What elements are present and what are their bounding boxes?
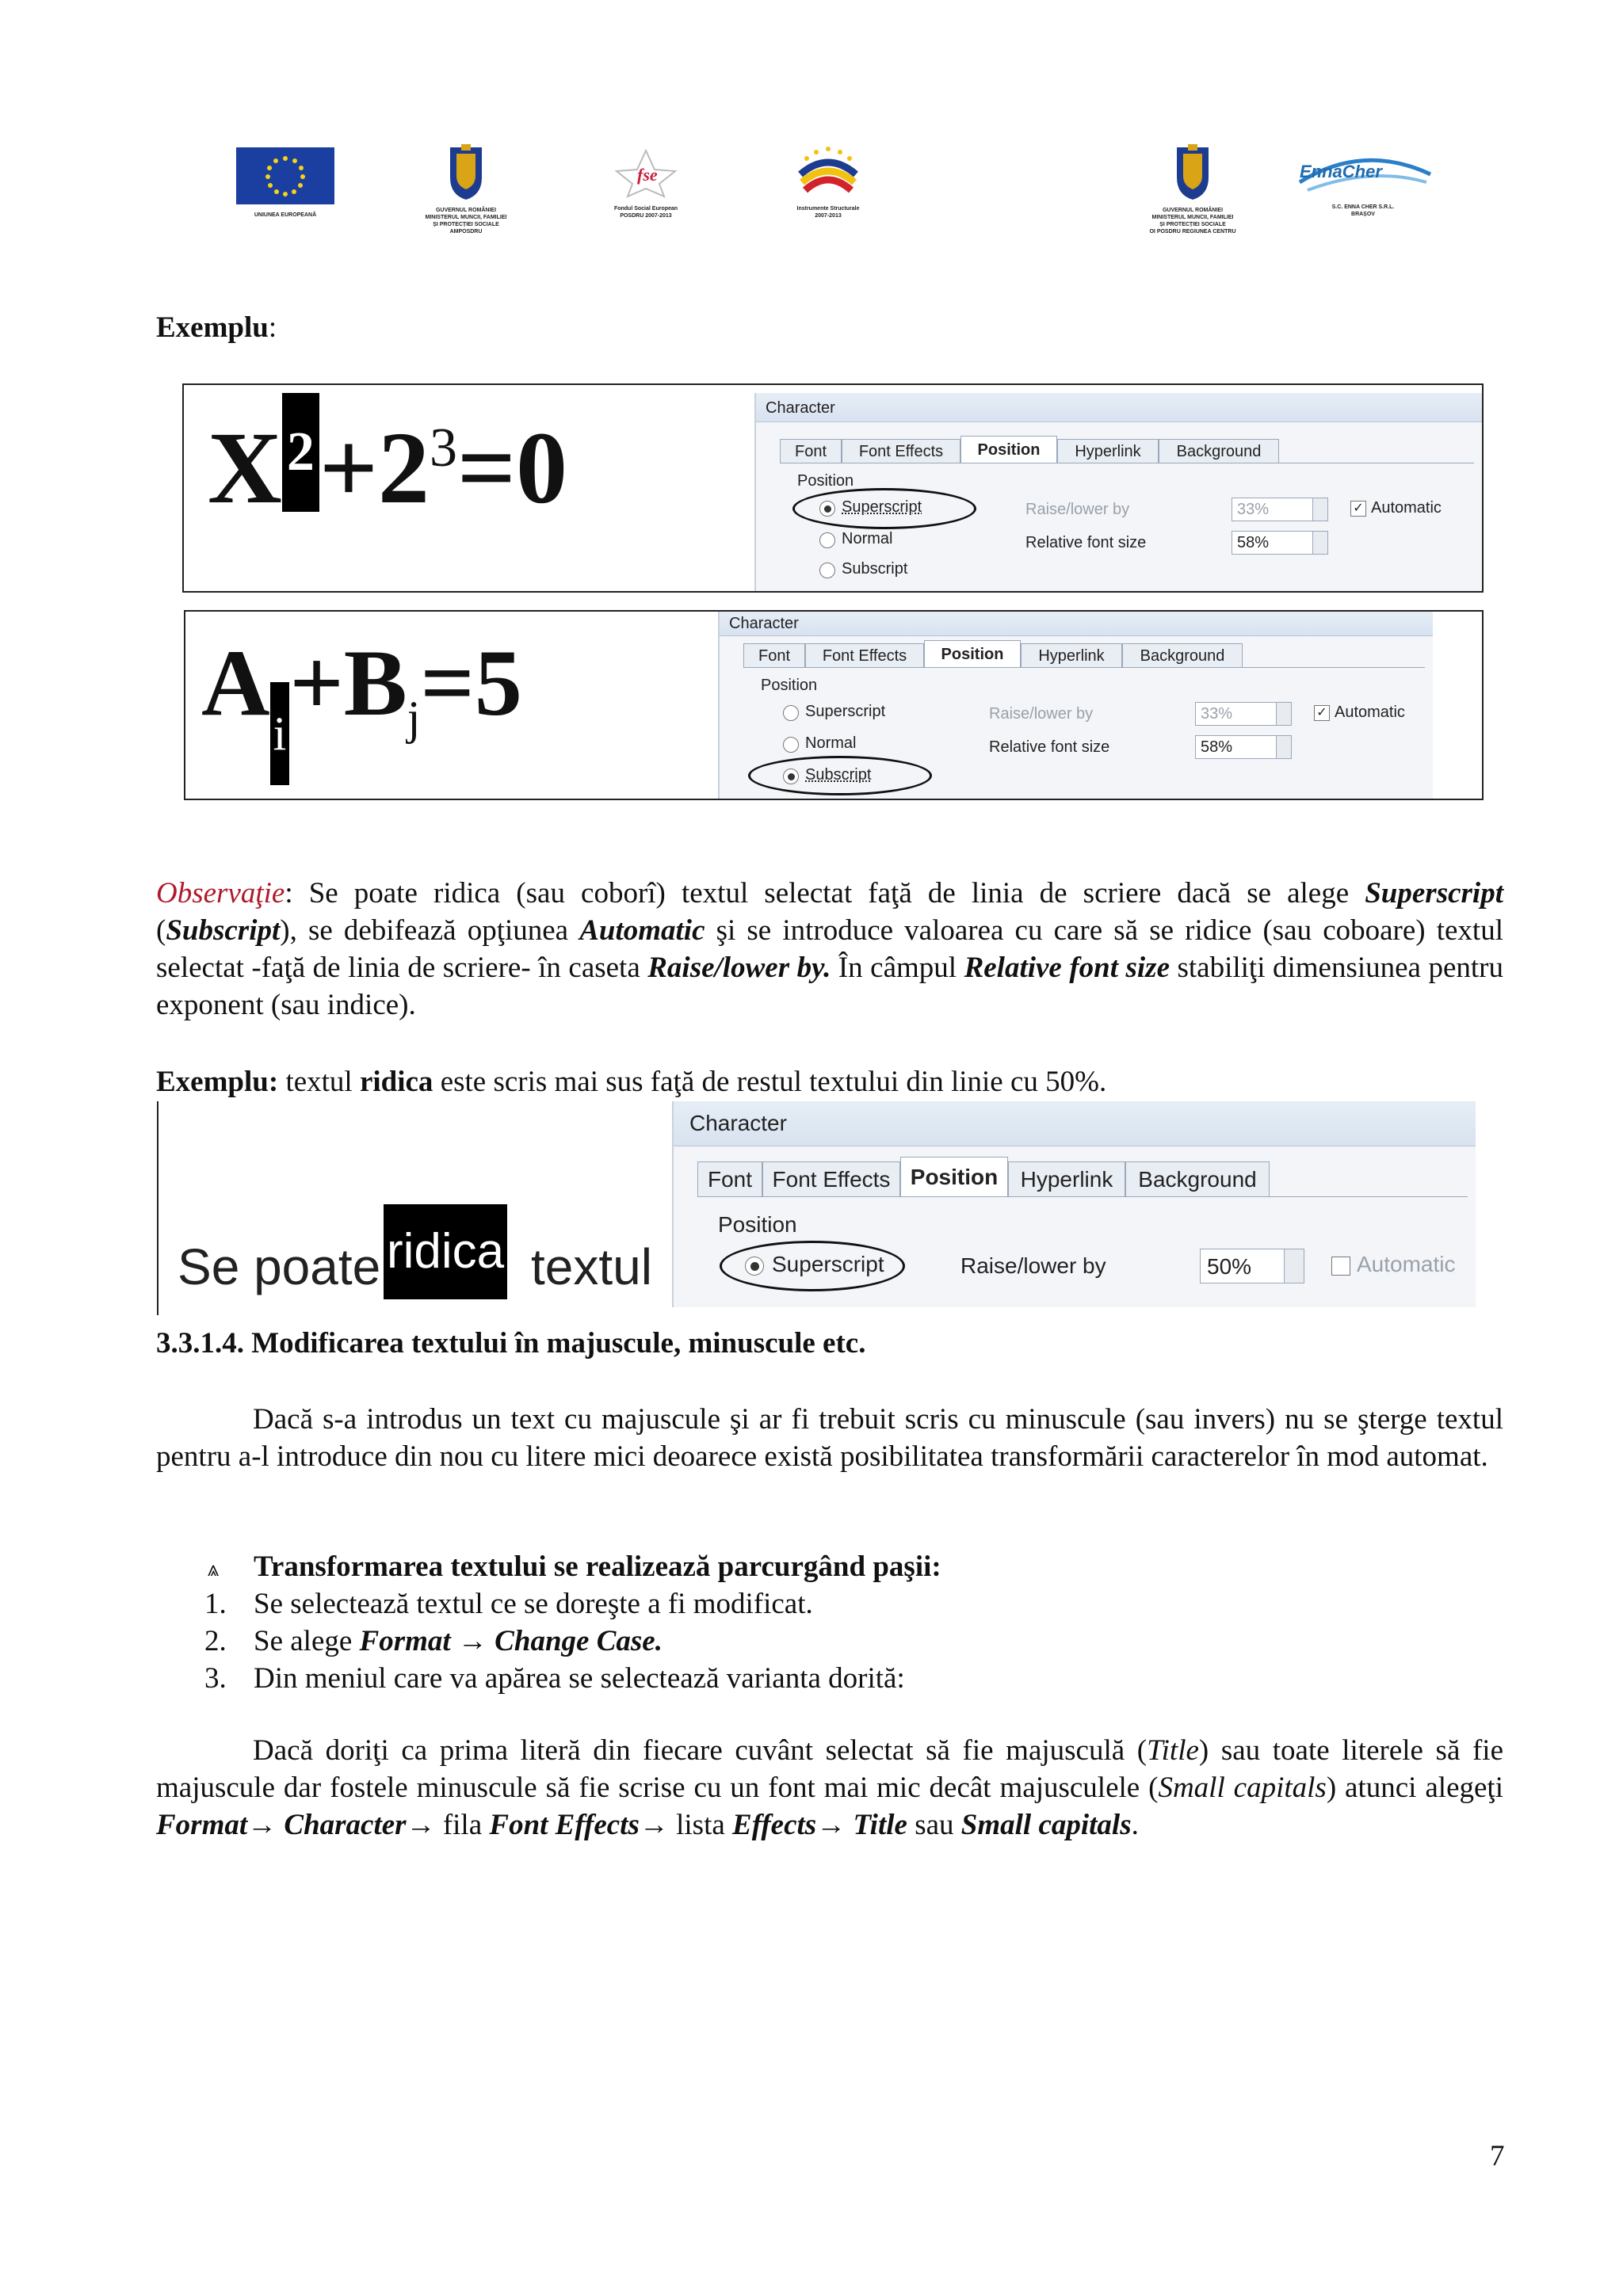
p2-small-capitals-bold: Small capitals bbox=[960, 1809, 1132, 1841]
observatie-raise-lower: Raise/lower by. bbox=[647, 952, 831, 984]
tab-position[interactable]: Position bbox=[924, 640, 1021, 668]
automatic-checkbox[interactable]: ✓ bbox=[1350, 501, 1366, 517]
option-subscript-label: Subscript bbox=[842, 560, 908, 578]
observatie-superscript: Superscript bbox=[1365, 877, 1503, 910]
svg-text:fse: fse bbox=[637, 165, 658, 185]
spinner-arrows-icon[interactable] bbox=[1276, 703, 1291, 725]
ennacher-logo bbox=[1292, 151, 1434, 246]
step-text: Din meniul care va apărea se selectează varianta dorită: bbox=[254, 1662, 905, 1695]
exemplu2-ridica: ridica bbox=[359, 1066, 433, 1098]
coat-of-arms-icon bbox=[1117, 143, 1268, 201]
observatie-text-4: şi se introduce valoarea cu care să se ridice (sau coboare) textul selectat -faţă de linia de scriere- în caseta bbox=[156, 914, 1503, 984]
position-group-label: Position bbox=[797, 472, 854, 490]
step-number: 2. bbox=[204, 1625, 227, 1657]
romania-coat-logo-1 bbox=[395, 143, 537, 246]
p2-format-character: Format→ Character→ bbox=[156, 1809, 436, 1841]
observatie-relative-font-size: Relative font size bbox=[964, 952, 1170, 984]
bullet-heading-text: Transformarea textului se realizează parcurgând paşii: bbox=[254, 1550, 941, 1583]
observatie-text-3: ), se debifează opţiunea bbox=[280, 914, 580, 947]
highlight-ellipse bbox=[792, 488, 976, 529]
tab-hyperlink[interactable]: Hyperlink bbox=[1008, 1161, 1125, 1197]
p2-text-4: fila bbox=[435, 1809, 490, 1841]
relative-size-input[interactable] bbox=[1232, 531, 1328, 555]
p2-effects-title: Effects→ Title bbox=[732, 1809, 907, 1841]
exemplu-label-text: Exemplu bbox=[156, 311, 269, 344]
logo-caption: UNIUNEA EUROPEANĂ bbox=[254, 212, 317, 218]
automatic-checkbox[interactable]: ✓ bbox=[1314, 705, 1330, 721]
tab-font[interactable]: Font bbox=[743, 643, 805, 668]
spinner-arrows-icon[interactable] bbox=[1284, 1249, 1304, 1283]
exemplu-label bbox=[156, 311, 277, 345]
raise-lower-value: 33% bbox=[1201, 705, 1233, 723]
option-superscript-label: Superscript bbox=[772, 1252, 884, 1276]
subscript-formula bbox=[201, 630, 522, 785]
automatic-label: Automatic bbox=[1371, 499, 1442, 517]
position-group-label: Position bbox=[761, 677, 818, 694]
p2-font-effects: Font Effects→ bbox=[489, 1809, 669, 1841]
tab-position[interactable]: Position bbox=[960, 436, 1057, 463]
caret-bullet-icon: ⩓ bbox=[208, 1558, 220, 1581]
p2-text-5: lista bbox=[668, 1809, 733, 1841]
tab-underline bbox=[743, 667, 1425, 668]
section-heading: 3.3.1.4. Modificarea textului în majuscule, minuscule etc. bbox=[156, 1327, 866, 1360]
position-group-label: Position bbox=[718, 1212, 797, 1237]
formula-plus-two: +2 bbox=[319, 411, 430, 525]
raise-lower-input[interactable] bbox=[1195, 702, 1292, 726]
observatie-text-5: În câmpul bbox=[831, 952, 964, 984]
spinner-arrows-icon[interactable] bbox=[1276, 736, 1291, 758]
p2-text-3: ) atunci alegeţi bbox=[1326, 1772, 1503, 1804]
raise-lower-input[interactable] bbox=[1200, 1249, 1304, 1283]
observatie-paragraph bbox=[156, 875, 1503, 1024]
dialog-title-bar bbox=[756, 393, 1482, 422]
raise-lower-label: Raise/lower by bbox=[989, 705, 1094, 723]
tab-background[interactable]: Background bbox=[1125, 1161, 1270, 1197]
dialog-title: Character bbox=[729, 615, 799, 632]
tab-underline bbox=[697, 1196, 1468, 1197]
figure-subscript bbox=[184, 610, 1484, 800]
relative-size-input[interactable] bbox=[1195, 735, 1292, 759]
observatie-label: Observaţie bbox=[156, 877, 285, 910]
raise-lower-label: Raise/lower by bbox=[960, 1253, 1106, 1278]
word-se-poate: Se poate bbox=[178, 1238, 381, 1295]
word-textul: textul bbox=[531, 1238, 652, 1295]
formula-sub-selected: i bbox=[270, 682, 290, 785]
tab-background[interactable]: Background bbox=[1159, 439, 1279, 463]
dialog-title: Character bbox=[689, 1111, 787, 1135]
figure-raised-text bbox=[157, 1101, 1474, 1315]
relative-size-value: 58% bbox=[1237, 534, 1270, 551]
eu-flag-logo bbox=[236, 147, 334, 223]
observatie-subscript: Subscript bbox=[166, 914, 281, 947]
eu-flag-icon bbox=[236, 147, 334, 204]
formula-equals-zero: =0 bbox=[456, 411, 568, 525]
tab-background[interactable]: Background bbox=[1122, 643, 1243, 668]
automatic-label: Automatic bbox=[1335, 704, 1405, 721]
tab-position[interactable]: Position bbox=[900, 1157, 1008, 1197]
fse-star-icon bbox=[586, 147, 705, 198]
logo-caption: S.C. ENNA CHER S.R.L. BRAȘOV bbox=[1331, 204, 1395, 217]
tab-font-effects[interactable]: Font Effects bbox=[842, 439, 960, 463]
observatie-automatic: Automatic bbox=[579, 914, 705, 947]
exemplu2-text-2: este scris mai sus faţă de restul textului din linie cu 50%. bbox=[433, 1066, 1107, 1098]
bullet-heading bbox=[208, 1548, 941, 1589]
p2-text-2: ) sau toate literele să fie majuscule dar fostele minuscule să fie scrise cu un font mai mic decât majusculele ( bbox=[156, 1734, 1503, 1804]
character-dialog-3 bbox=[672, 1101, 1476, 1307]
relative-size-label: Relative font size bbox=[1025, 534, 1147, 551]
list-item bbox=[204, 1585, 1472, 1623]
tab-font[interactable]: Font bbox=[780, 439, 842, 463]
exemplu2-label: Exemplu: bbox=[156, 1066, 279, 1098]
option-normal-label: Normal bbox=[842, 530, 893, 547]
observatie-text-1: : Se poate ridica (sau coborî) textul selectat faţă de linia de scriere dacă se alege bbox=[285, 877, 1365, 910]
highlight-ellipse bbox=[720, 1241, 905, 1291]
automatic-label: Automatic bbox=[1357, 1252, 1456, 1276]
tab-hyperlink[interactable]: Hyperlink bbox=[1057, 439, 1159, 463]
dialog-title-bar bbox=[674, 1101, 1476, 1146]
p2-small-capitals: Small capitals bbox=[1158, 1772, 1327, 1804]
p2-text-6: sau bbox=[907, 1809, 961, 1841]
character-dialog-1 bbox=[754, 393, 1482, 591]
option-subscript-label: Subscript bbox=[805, 766, 872, 784]
word-ridica-selected: ridica bbox=[384, 1204, 507, 1299]
dialog-title-bar bbox=[720, 612, 1433, 636]
option-normal-label: Normal bbox=[805, 734, 857, 752]
section-paragraph-1 bbox=[156, 1401, 1503, 1475]
romania-coat-logo-2 bbox=[1117, 143, 1268, 254]
raise-lower-value: 50% bbox=[1207, 1254, 1252, 1279]
radio-normal[interactable] bbox=[783, 737, 799, 753]
relative-size-label: Relative font size bbox=[989, 738, 1110, 756]
instrumente-structurale-logo bbox=[761, 143, 896, 246]
list-item bbox=[204, 1623, 1472, 1660]
formula-sup-three: 3 bbox=[429, 418, 457, 479]
formula-equals-five: =5 bbox=[420, 630, 522, 735]
step-text: Se selectează textul ce se doreşte a fi modificat. bbox=[254, 1588, 813, 1620]
raise-lower-value: 33% bbox=[1237, 501, 1270, 518]
logo-caption: Instrumente Structurale 2007-2013 bbox=[796, 206, 860, 219]
logo-caption: Fondul Social European POSDRU 2007-2013 bbox=[613, 206, 678, 219]
p2-text-1: Dacă doriţi ca prima literă din fiecare cuvânt selectat să fie majusculă ( bbox=[253, 1734, 1148, 1767]
raise-lower-input[interactable] bbox=[1232, 498, 1328, 521]
radio-normal[interactable] bbox=[819, 532, 835, 548]
page-number: 7 bbox=[1490, 2140, 1505, 2172]
ennacher-logo-text: EnnaCher bbox=[1300, 162, 1382, 181]
observatie-text-2: ( bbox=[156, 914, 166, 947]
tab-font-effects[interactable]: Font Effects bbox=[805, 643, 924, 668]
tab-font[interactable]: Font bbox=[697, 1161, 762, 1197]
step-text: Se alege bbox=[254, 1625, 360, 1657]
relative-size-value: 58% bbox=[1201, 738, 1233, 756]
automatic-checkbox[interactable] bbox=[1331, 1257, 1350, 1276]
coat-of-arms-icon bbox=[395, 143, 537, 201]
highlight-ellipse bbox=[748, 756, 932, 795]
exemplu2-text-1: textul bbox=[278, 1066, 360, 1098]
step-number: 1. bbox=[204, 1588, 227, 1620]
option-superscript-label: Superscript bbox=[842, 498, 922, 516]
character-dialog-2 bbox=[718, 612, 1433, 799]
formula-base-a: A bbox=[201, 630, 270, 735]
radio-subscript[interactable] bbox=[819, 563, 835, 578]
logo-caption: GUVERNUL ROMÂNIEI MINISTERUL MUNCII, FAMILIEI ȘI PROTECȚIEI SOCIALE OI POSDRU REGIUNEA CENTRU bbox=[1149, 208, 1236, 235]
header-logos bbox=[0, 135, 1623, 254]
exemplu2-line bbox=[156, 1063, 1503, 1100]
section-paragraph-1-text: Dacă s-a introdus un text cu majuscule şi ar fi trebuit scris cu minuscule (sau invers) nu se şterge textul pentru a-l introduce din nou cu litere mici deoarece există posibilitatea transformării caracterelor în mod automat. bbox=[156, 1403, 1503, 1473]
observatie-text-6: stabiliţi dimensiunea pentru exponent (sau indice). bbox=[156, 952, 1503, 1021]
spinner-arrows-icon[interactable] bbox=[1312, 532, 1327, 554]
step-number: 3. bbox=[204, 1662, 227, 1695]
list-item bbox=[204, 1660, 1472, 1697]
instrumente-icon bbox=[761, 143, 896, 200]
section-paragraph-2 bbox=[156, 1732, 1503, 1844]
formula-plus-b: +B bbox=[289, 630, 407, 735]
p2-title: Title bbox=[1147, 1734, 1199, 1767]
figure-superscript bbox=[182, 383, 1484, 593]
fse-logo bbox=[586, 147, 705, 242]
raise-lower-label: Raise/lower by bbox=[1025, 501, 1130, 518]
step-format-change-case: Format → Change Case. bbox=[359, 1625, 663, 1657]
option-superscript-label: Superscript bbox=[805, 703, 886, 720]
tab-hyperlink[interactable]: Hyperlink bbox=[1021, 643, 1122, 668]
formula-sup-selected: 2 bbox=[282, 393, 319, 512]
p2-text-7: . bbox=[1131, 1809, 1139, 1841]
radio-superscript[interactable] bbox=[783, 705, 799, 721]
superscript-formula bbox=[208, 411, 568, 525]
spinner-arrows-icon[interactable] bbox=[1312, 498, 1327, 521]
logo-caption: GUVERNUL ROMÂNIEI MINISTERUL MUNCII, FAMILIEI ȘI PROTECȚIEI SOCIALE AMPOSDRU bbox=[425, 208, 507, 235]
steps-list bbox=[204, 1585, 1472, 1697]
exemplu-colon: : bbox=[268, 311, 277, 344]
formula-base-x: X bbox=[208, 411, 282, 525]
formula-sub-j: j bbox=[407, 692, 421, 744]
dialog-title: Character bbox=[766, 399, 835, 417]
tab-font-effects[interactable]: Font Effects bbox=[762, 1161, 900, 1197]
